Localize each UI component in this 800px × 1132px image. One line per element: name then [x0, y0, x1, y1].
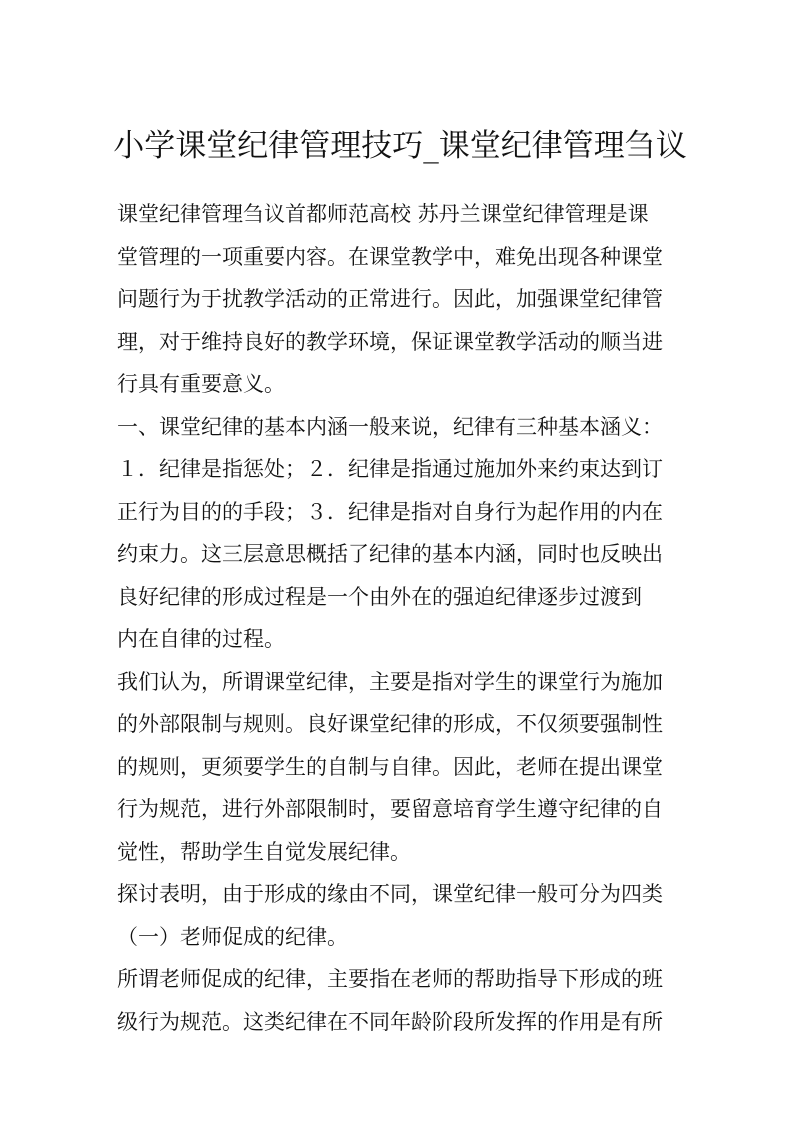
paragraph-line: 行为规范，进行外部限制时，要留意培育学生遵守纪律的自 [117, 797, 663, 821]
paragraph-line: １．纪律是指惩处；２．纪律是指通过施加外来约束达到订 [117, 457, 663, 481]
paragraph-line: 所谓老师促成的纪律，主要指在老师的帮助指导下形成的班 [117, 967, 663, 991]
document-title: 小学课堂纪律管理技巧_课堂纪律管理刍议 [113, 128, 687, 164]
paragraph-line: 级行为规范。这类纪律在不同年龄阶段所发挥的作用是有所 [117, 1009, 663, 1034]
paragraph-line: 正行为目的的手段；３．纪律是指对自身行为起作用的内在 [117, 499, 663, 524]
paragraph-line: 堂管理的一项重要内容。在课堂教学中，难免出现各种课堂 [117, 244, 663, 269]
paragraph-line: 问题行为于扰教学活动的正常进行。因此，加强课堂纪律管 [117, 287, 663, 311]
document-body [117, 193, 687, 1043]
paragraph-line: 探讨表明，由于形成的缘由不同，课堂纪律一般可分为四类 [117, 882, 663, 906]
paragraph-line: 的规则，更须要学生的自制与自律。因此，老师在提出课堂 [117, 754, 663, 779]
paragraph-line: 良好纪律的形成过程是一个由外在的强迫纪律逐步过渡到 [117, 584, 642, 609]
paragraph-line: 课堂纪律管理刍议首都师范高校 苏丹兰课堂纪律管理是课 [117, 202, 649, 226]
paragraph-line: （一）老师促成的纪律。 [117, 924, 348, 949]
paragraph-line: 我们认为，所谓课堂纪律，主要是指对学生的课堂行为施加 [117, 669, 663, 694]
paragraph-line: 觉性，帮助学生自觉发展纪律。 [117, 839, 411, 864]
paragraph-line: 约束力。这三层意思概括了纪律的基本内涵，同时也反映出 [117, 542, 663, 566]
paragraph-line: 的外部限制与规则。良好课堂纪律的形成，不仅须要强制性 [117, 712, 663, 736]
paragraph-line: 理，对于维持良好的教学环境，保证课堂教学活动的顺当进 [117, 329, 663, 354]
paragraph-line: 行具有重要意义。 [117, 372, 285, 396]
paragraph-line: 一、课堂纪律的基本内涵一般来说，纪律有三种基本涵义： [117, 414, 663, 439]
paragraph-line: 内在自律的过程。 [117, 627, 285, 651]
